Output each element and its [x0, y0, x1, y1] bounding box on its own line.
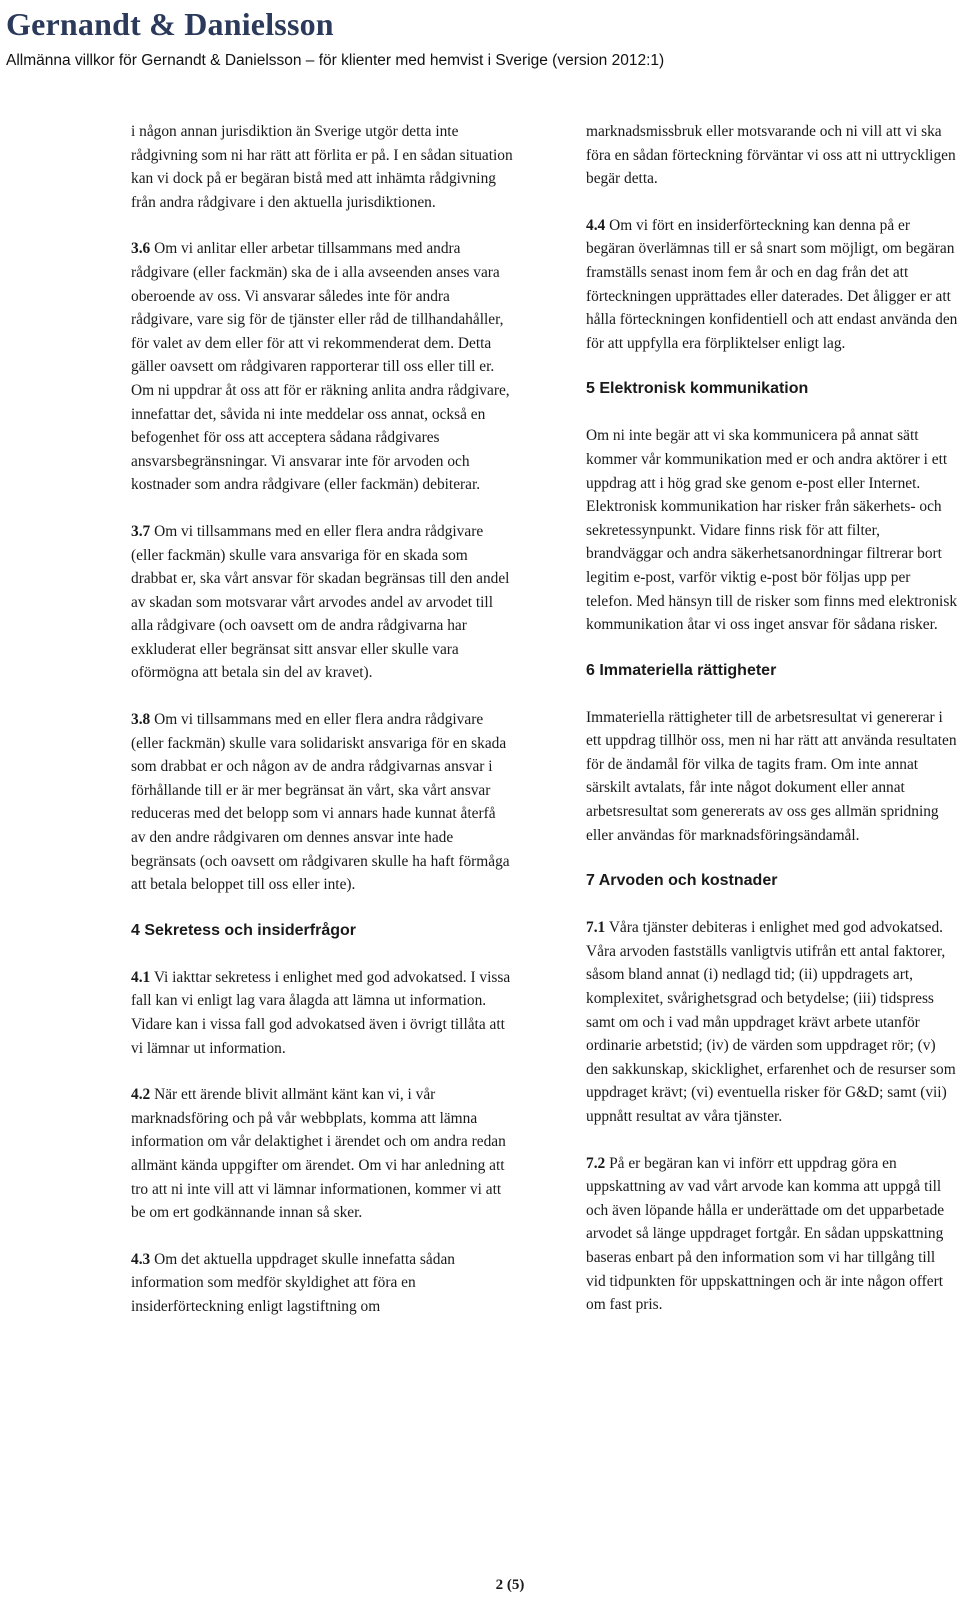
paragraph-text: Om vi tillsammans med en eller flera andra rådgivare (eller fackmän) skulle vara solidariskt ansvariga för en skada som drabbat er och någon av de andra rådgivarnas ansvar i förhållande till er är mer begränsat än vårt, ska vårt ansvar reduceras med det belopp som vi annars hade kunnat återfå av den andre rådgivaren om dennes ansvar inte hade begränsats (och oavsett om rådgivaren skulle ha haft förmåga att betala beloppet till oss eller inte). — [131, 711, 510, 894]
left-column — [131, 120, 513, 1342]
page-number-text: 2 (5) — [495, 1577, 525, 1593]
section-number: 4.3 — [131, 1250, 151, 1268]
paragraph-continued: i någon annan jurisdiktion än Sverige utgör detta inte rådgivning som ni har rätt att förlita er på. I en sådan situation kan vi dock på er begäran bistå med att inhämta rådgivning från andra rådgivare i den aktuella jurisdiktionen. — [131, 123, 513, 211]
paragraph-4-4 — [586, 214, 958, 356]
heading-immateriella-rattigheter: 6 Immateriella rättigheter — [586, 661, 777, 679]
paragraph-4-3 — [131, 1248, 513, 1319]
section-number: 3.8 — [131, 711, 151, 729]
section-number: 7.2 — [586, 1154, 606, 1172]
paragraph-text: Om vi fört en insiderförteckning kan denna på er begäran överlämnas till er så snart som möjligt, om begäran framställs senast inom fem år och en dag från det att förteckningen upprättades eller daterades. Det åligger er att hålla förteckningen konfidentiell och att endast använda den för att uppfylla era förpliktelser enligt lag. — [586, 216, 958, 352]
section-number: 4.4 — [586, 216, 606, 234]
paragraph-7-2 — [586, 1152, 958, 1317]
heading-elektronisk-kommunikation: 5 Elektronisk kommunikation — [586, 380, 809, 398]
heading-sekretess: 4 Sekretess och insiderfrågor — [131, 921, 356, 939]
paragraph-text: Vi iakttar sekretess i enlighet med god advokatsed. I vissa fall kan vi enligt lag vara ålagda att lämna ut information. Vidare kan i vissa fall god advokatsed även i övrigt tillåta att vi lämnar ut information. — [131, 968, 511, 1057]
paragraph-continued: marknadsmissbruk eller motsvarande och ni vill att vi ska föra en sådan förteckning förväntar vi oss att ni uttryckligen begär detta. — [586, 123, 956, 188]
paragraph-text: När ett ärende blivit allmänt känt kan vi, i vår marknadsföring och på vår webbplats, komma att lämna information om vår delaktighet i ärendet och om andra redan allmänt kända uppgifter om ärendet. Om vi har anledning att tro att ni inte vill att vi lämnar informationen, kommer vi att be om ert godkännande innan så sker. — [131, 1086, 506, 1222]
company-logo: Gernandt & Danielsson — [6, 6, 334, 42]
section-number: 4.2 — [131, 1086, 151, 1104]
paragraph-6: Immateriella rättigheter till de arbetsresultat vi genererar i ett uppdrag tillhör oss, men ni har rätt att använda resultaten för de ändamål för vilka de tagits fram. Om inte annat särskilt avtalats, får inte något dokument eller annat arbetsresultat som genererats av oss ges allmän spridning eller användas för marknadsföringsändamål. — [586, 708, 957, 844]
right-column — [586, 120, 958, 1340]
paragraph-3-8 — [131, 708, 513, 897]
paragraph-7-1 — [586, 916, 958, 1128]
paragraph-text: På er begäran kan vi införr ett uppdrag göra en uppskattning av vad vårt arvode kan komma att uppgå till och även löpande hålla er underättade om det upparbetade arvodet så länge uppdraget fortgår. En sådan uppskattning baseras enbart på den information som vi har tillgång till vid tidpunkten för uppskattningen och är inte någon offert om fast pris. — [586, 1154, 945, 1314]
heading-arvoden-och-kostnader: 7 Arvoden och kostnader — [586, 872, 778, 890]
paragraph-4-1 — [131, 966, 513, 1060]
section-number: 7.1 — [586, 919, 606, 937]
paragraph-text: Våra tjänster debiteras i enlighet med god advokatsed. Våra arvoden fastställs vanligtvis utifrån ett antal faktorer, såsom bland annat (i) nedlagd tid; (ii) uppdragets art, komplexitet, svårighetsgrad och betydelse; (iii) tidspress samt om och i vad mån uppdraget krävt arbete utanför ordinarie arbetstid; (iv) de värden som uppdraget rör; (v) den sakkunskap, skicklighet, erfarenhet och de resurser som uppdraget krävt; (vi) eventuella risker för G&D; samt (vii) uppnått resultat av våra tjänster. — [586, 919, 956, 1125]
paragraph-5: Om ni inte begär att vi ska kommunicera på annat sätt kommer vår kommunikation med er och andra aktörer i ett uppdrag att i hög grad ske genom e-post eller Internet. Elektronisk kommunikation har risker från säkerhets- och sekretessynpunkt. Vidare finns risk för att filter, brandväggar och andra säkerhetsanordningar filtrerar bort legitim e-post, varför viktig e-post bör följas upp per telefon. Med hänsyn till de risker som finns med elektronisk kommunikation åtar vi oss inget ansvar för sådana risker. — [586, 427, 958, 634]
document-subtitle: Allmänna villkor för Gernandt & Danielsson – för klienter med hemvist i Sverige (version 2012:1) — [6, 52, 665, 69]
paragraph-3-7 — [131, 520, 513, 685]
paragraph-3-6 — [131, 237, 513, 497]
paragraph-4-2 — [131, 1083, 513, 1225]
paragraph-text: Om det aktuella uppdraget skulle innefatta sådan information som medför skyldighet att föra en insiderförteckning enligt lagstiftning om — [131, 1250, 455, 1315]
paragraph-text: Om vi anlitar eller arbetar tillsammans med andra rådgivare (eller fackmän) ska de i alla avseenden anses vara oberoende av oss. Vi ansvarar således inte för andra rådgivare, vare sig för de tjänster eller råd de tillhandahåller, för valet av dem eller för att vi rekommenderat dem. Detta gäller oavsett om rådgivaren rapporterar till oss eller till er. Om ni uppdrar åt oss att för er räkning anlita andra rådgivare, innefattar det, såvida ni inte meddelar oss annat, också en befogenhet för oss att acceptera sådana rådgivares ansvarsbegränsningar. Vi ansvarar inte för arvoden och kostnader som andra rådgivare (eller fackmän) debiterar. — [131, 240, 510, 494]
paragraph-text: Om vi tillsammans med en eller flera andra rådgivare (eller fackmän) skulle vara ansvariga för en skada som drabbat er, ska vårt ansvar för skadan begränsas till den andel av skadan som motsvarar vårt arvodes andel av arvodet till alla rådgivare (och oavsett om de andra rådgivarna har exkluderat eller begränsat sitt ansvar eller skulle vara oförmögna att betala sin del av kravet). — [131, 522, 510, 682]
section-number: 3.6 — [131, 240, 151, 258]
section-number: 3.7 — [131, 522, 151, 540]
section-number: 4.1 — [131, 968, 151, 986]
page-number — [0, 1577, 960, 1594]
